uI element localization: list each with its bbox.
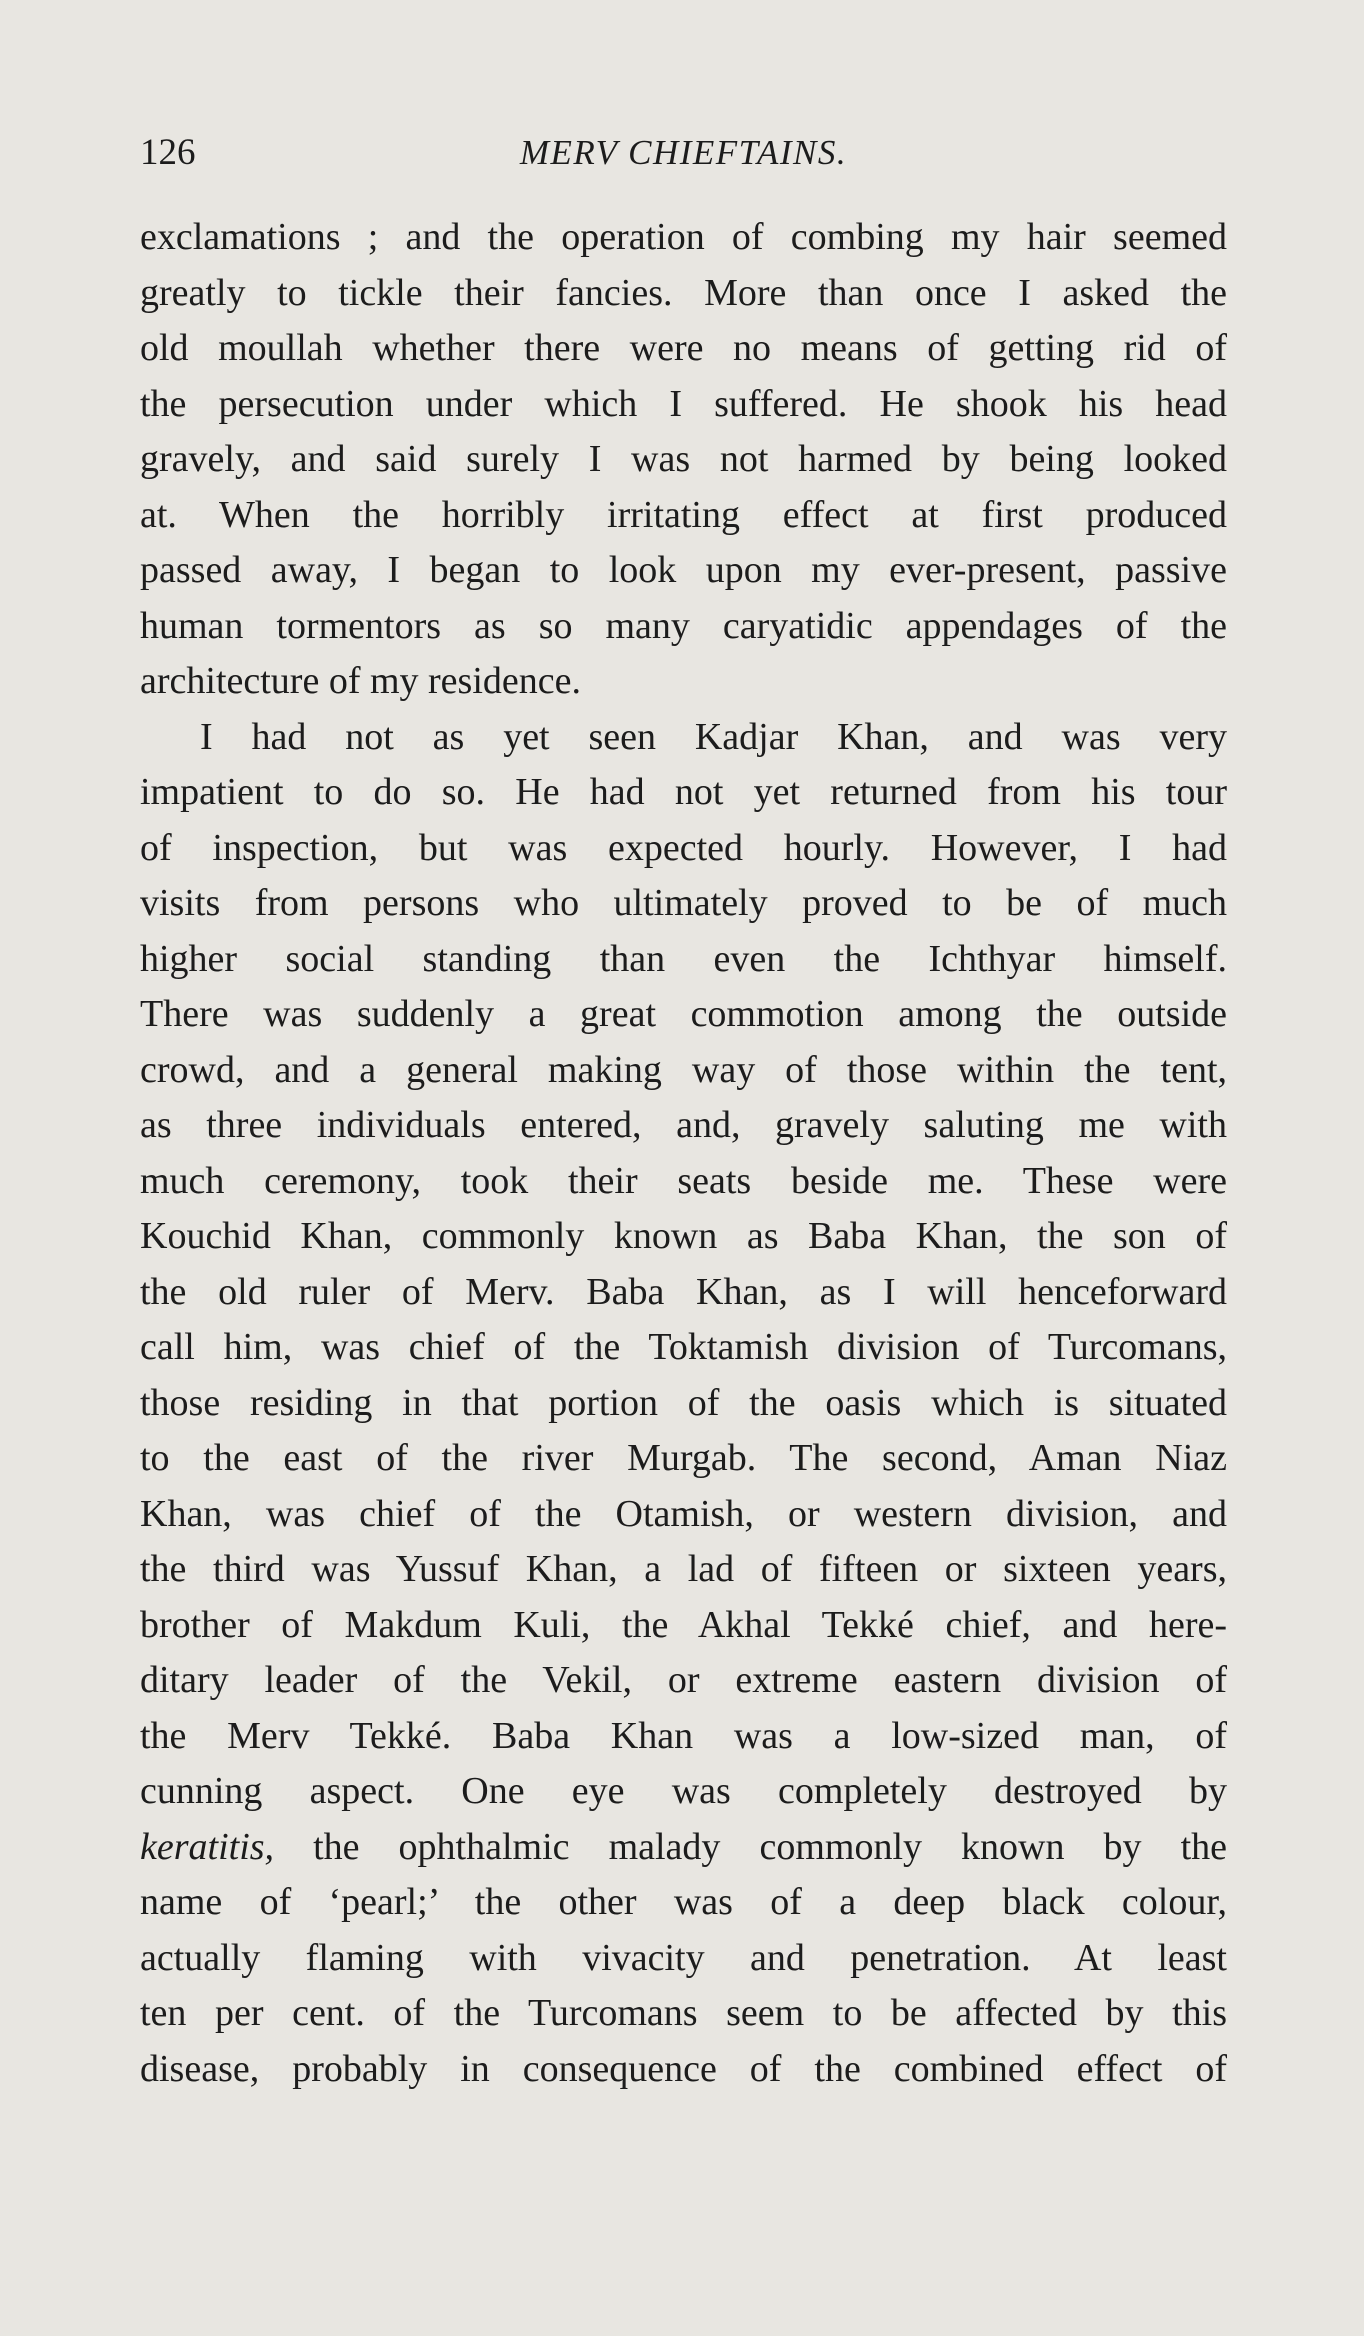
running-title: MERV CHIEFTAINS. (519, 133, 848, 172)
text-line: cunning aspect. One eye was completely destroyed by (140, 1770, 1227, 1812)
line-continuation: the ophthalmic malady commonly known by the (274, 1825, 1227, 1868)
text-line: ten per cent. of the Turcomans seem to be affected by this (140, 1992, 1227, 2034)
text-line: the persecution under which I suffered. He shook his head (140, 382, 1227, 425)
text-line: actually flaming with vivacity and penetration. At least (140, 1936, 1227, 1979)
text-line: name of ‘pearl;’ the other was of a deep black colour, (140, 1881, 1227, 1923)
text-line: Kouchid Khan, commonly known as Baba Khan, the son of (140, 1215, 1227, 1257)
text-line: impatient to do so. He had not yet returned from his tour (140, 771, 1227, 813)
text-line: human tormentors as so many caryatidic appendages of the (140, 604, 1227, 647)
text-line: gravely, and said surely I was not harmed by being looked (140, 438, 1227, 480)
body-text (140, 210, 1227, 2097)
text-line: Khan, was chief of the Otamish, or western division, and (140, 1492, 1227, 1535)
text-line: disease, probably in consequence of the combined effect of (140, 2047, 1227, 2090)
paragraph-start-line: I had not as yet seen Kadjar Khan, and was very (200, 715, 1227, 758)
text-line: brother of Makdum Kuli, the Akhal Tekké chief, and here- (140, 1603, 1227, 1646)
text-line: call him, was chief of the Toktamish division of Turcomans, (140, 1326, 1227, 1368)
paragraph-end-line: architecture of my residence. (140, 660, 581, 702)
text-line: exclamations ; and the operation of combing my hair seemed (140, 216, 1227, 258)
text-line: crowd, and a general making way of those within the tent, (140, 1048, 1227, 1091)
text-line: ditary leader of the Vekil, or extreme eastern division of (140, 1659, 1227, 1701)
text-line: of inspection, but was expected hourly. However, I had (140, 826, 1227, 869)
text-line: passed away, I began to look upon my ever-present, passive (140, 549, 1227, 591)
text-line: the third was Yussuf Khan, a lad of fifteen or sixteen years, (140, 1548, 1227, 1590)
text-line: There was suddenly a great commotion among the outside (140, 993, 1227, 1035)
text-line: much ceremony, took their seats beside me. These were (140, 1159, 1227, 1202)
text-line: visits from persons who ultimately proved to be of much (140, 882, 1227, 924)
text-line: old moullah whether there were no means of getting rid of (140, 327, 1227, 369)
page-number: 126 (140, 132, 196, 173)
text-line: at. When the horribly irritating effect at first produced (140, 493, 1227, 536)
text-line: those residing in that portion of the oasis which is situated (140, 1381, 1227, 1424)
text-line: the old ruler of Merv. Baba Khan, as I will henceforward (140, 1270, 1227, 1313)
text-line: greatly to tickle their fancies. More than once I asked the (140, 271, 1227, 314)
italic-term: keratitis, (140, 1825, 275, 1868)
text-line: higher social standing than even the Ichthyar himself. (140, 937, 1227, 980)
text-line-with-italic (140, 1820, 1227, 1876)
text-line: as three individuals entered, and, gravely saluting me with (140, 1104, 1227, 1146)
text-line: the Merv Tekké. Baba Khan was a low-sized man, of (140, 1714, 1227, 1757)
running-head (140, 128, 1227, 178)
text-line: to the east of the river Murgab. The second, Aman Niaz (140, 1437, 1227, 1479)
